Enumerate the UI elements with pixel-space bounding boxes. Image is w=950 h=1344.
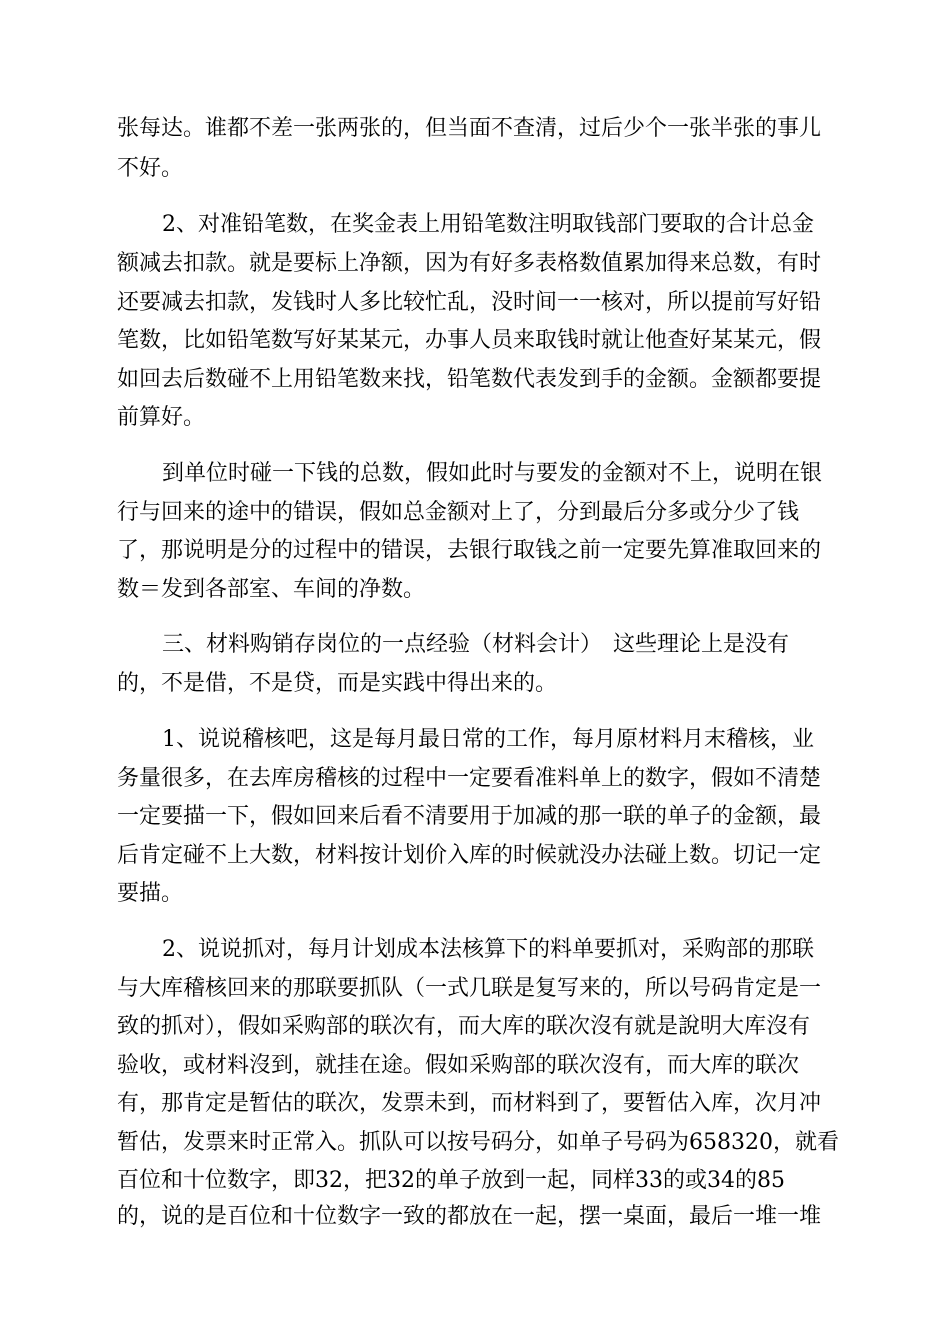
text-line: 2、说说抓对，每月计划成本法核算下的料单要抓对，采购部的那联 bbox=[162, 937, 814, 962]
text-line: 后肯定碰不上大数，材料按计划价入库的时候就没办法碰上数。切记一定 bbox=[117, 843, 822, 868]
text-line: 还要减去扣款，发钱时人多比较忙乱，没时间一一核对，所以提前写好铅 bbox=[117, 290, 822, 315]
text-line: 张每达。谁都不差一张两张的，但当面不查清，过后少个一张半张的事儿 bbox=[117, 116, 822, 141]
text-line: 数＝发到各部室、车间的净数。 bbox=[117, 577, 426, 602]
text-line: 不好。 bbox=[117, 156, 184, 181]
text-line: 到单位时碰一下钱的总数，假如此时与要发的金额对不上，说明在银 bbox=[162, 461, 823, 486]
text-line: 如回去后数碰不上用铅笔数来找，铅笔数代表发到手的金额。金额都要提 bbox=[117, 367, 822, 392]
text-line: 前算好。 bbox=[117, 405, 206, 430]
text-line: 的，说的是百位和十位数字一致的都放在一起，摆一桌面，最后一堆一堆 bbox=[117, 1204, 822, 1229]
text-line: 行与回来的途中的错误，假如总金额对上了，分到最后分多或分少了钱 bbox=[117, 500, 800, 525]
text-line: 与大库稽核回来的那联要抓队（一式几联是复写来的，所以号码肯定是一 bbox=[117, 976, 822, 1001]
text-line: 务量很多，在去库房稽核的过程中一定要看准料单上的数字，假如不清楚 bbox=[117, 766, 822, 791]
text-line: 百位和十位数字，即32，把32的单子放到一起，同样33的或34的85 bbox=[117, 1168, 785, 1193]
text-line: 三、材料购销存岗位的一点经验（材料会计） 这些理论上是没有 bbox=[162, 632, 790, 657]
text-line: 有，那肯定是暂估的联次，发票未到，而材料到了，要暂估入库，次月冲 bbox=[117, 1091, 822, 1116]
text-line: 1、说说稽核吧，这是每月最日常的工作，每月原材料月末稽核，业 bbox=[162, 727, 814, 752]
text-line: 2、对准铅笔数，在奖金表上用铅笔数注明取钱部门要取的合计总金 bbox=[162, 212, 814, 237]
text-line: 暂估，发票来时正常入。抓队可以按号码分，如单子号码为658320，就看 bbox=[117, 1130, 839, 1155]
text-line: 要描。 bbox=[117, 881, 184, 906]
text-line: 一定要描一下，假如回来后看不清要用于加减的那一联的单子的金额，最 bbox=[117, 804, 822, 829]
text-line: 了，那说明是分的过程中的错误，去银行取钱之前一定要先算准取回来的 bbox=[117, 538, 822, 563]
text-line: 验收，或材料沒到，就挂在途。假如采购部的联次沒有，而大库的联次 bbox=[117, 1053, 800, 1078]
text-line: 笔数，比如铅笔数写好某某元，办事人员来取钱时就让他查好某某元，假 bbox=[117, 328, 822, 353]
text-line: 额减去扣款。就是要标上净额，因为有好多表格数值累加得来总数，有时 bbox=[117, 251, 822, 276]
text-line: 的，不是借，不是贷，而是实践中得出来的。 bbox=[117, 671, 558, 696]
text-line: 致的抓对），假如采购部的联次有，而大库的联次沒有就是說明大库沒有 bbox=[117, 1014, 811, 1039]
